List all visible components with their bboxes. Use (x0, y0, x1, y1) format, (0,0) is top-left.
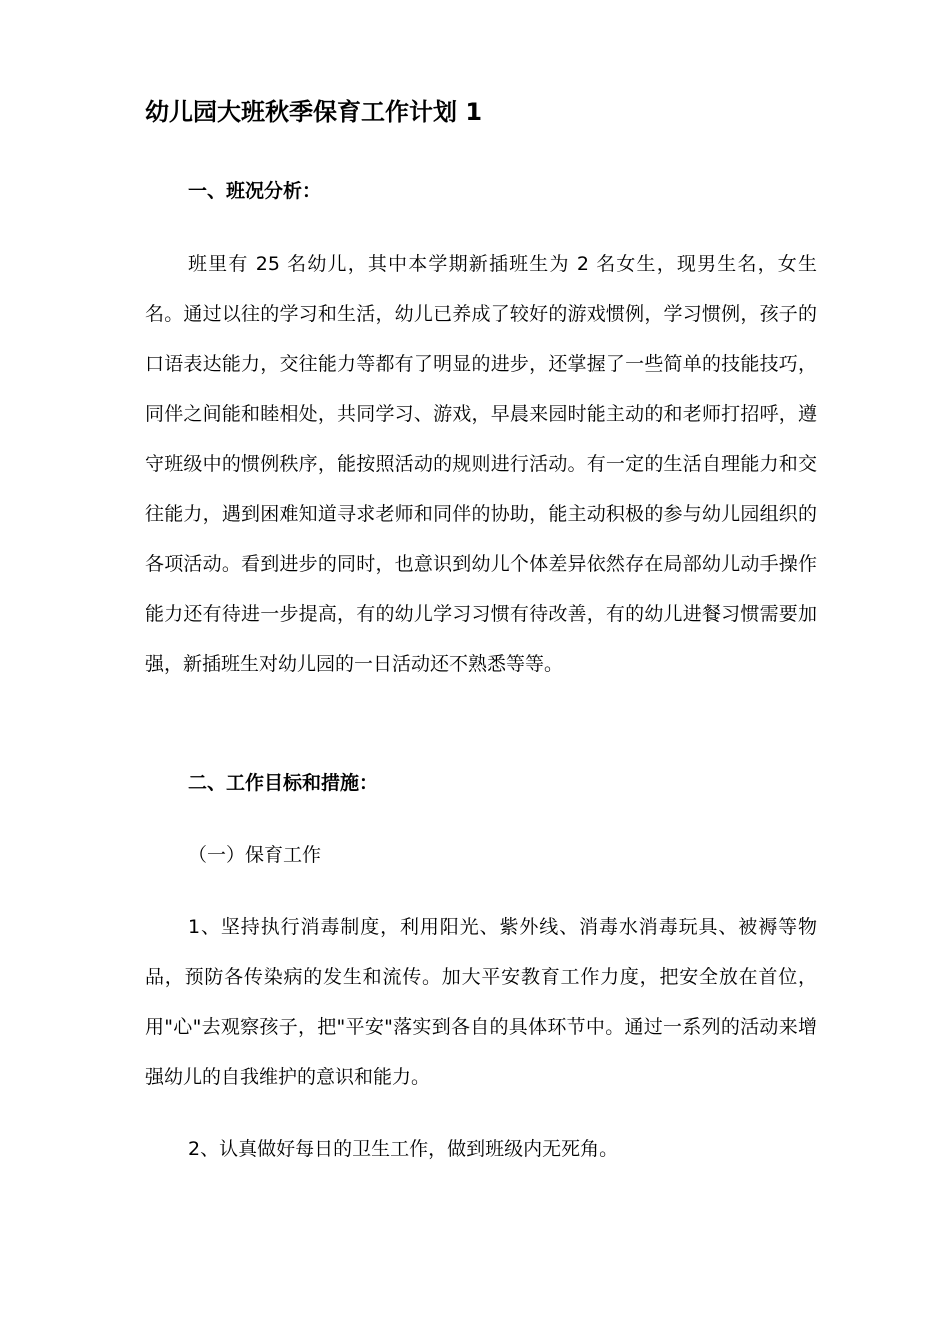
subheading-care-work: （一）保育工作 (188, 844, 322, 866)
section-heading-class-analysis: 一、班况分析： (188, 180, 322, 202)
care-work-item-2: 2、认真做好每日的卫生工作，做到班级内无死角。 (188, 1138, 619, 1160)
document-title: 幼儿园大班秋季保育工作计划 1 (145, 98, 483, 126)
class-analysis-paragraph: 班里有 25 名幼儿，其中本学期新插班生为 2 名女生，现男生名，女生名。通过以往的学习和生活，幼儿已养成了较好的游戏惯例，学习惯例，孩子的口语表达能力，交往能力等都有了明显的进步，还掌握了一些简单的技能技巧，同伴之间能和睦相处，共同学习、游戏，早晨来园时能主动的和老师打招呼，遵守班级中的惯例秩序，能按照活动的规则进行活动。有一定的生活自理能力和交往能力，遇到困难知道寻求老师和同伴的协助，能主动积极的参与幼儿园组织的各项活动。看到进步的同时，也意识到幼儿个体差异依然存在局部幼儿动手操作能力还有待进一步提高，有的幼儿学习习惯有待改善，有的幼儿进餐习惯需要加强，新插班生对幼儿园的一日活动还不熟悉等等。 (145, 253, 817, 675)
section-heading-goals-measures: 二、工作目标和措施： (188, 772, 379, 794)
care-work-item-1: 1、坚持执行消毒制度，利用阳光、紫外线、消毒水消毒玩具、被褥等物品，预防各传染病的发生和流传。加大平安教育工作力度，把安全放在首位，用"心"去观察孩子，把"平安"落实到各自的具体环节中。通过一系列的活动来增强幼儿的自我维护的意识和能力。 (145, 916, 817, 1088)
